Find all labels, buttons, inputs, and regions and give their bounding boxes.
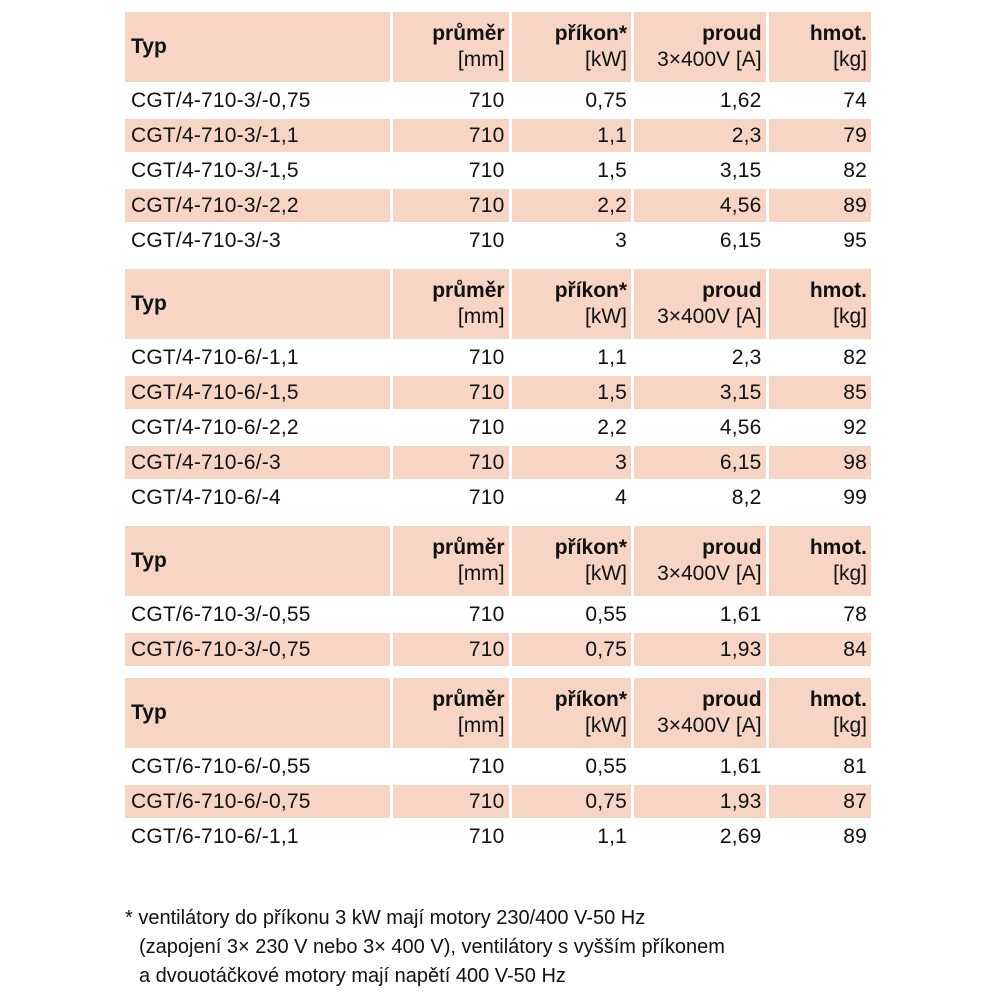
cell-hmot: 92 (843, 416, 867, 439)
header-prumer-name: průměr (432, 279, 505, 302)
header-prikon-name: příkon* (554, 279, 628, 302)
cell-typ: CGT/6-710-6/-0,75 (125, 785, 390, 818)
header-proud (634, 12, 766, 82)
cell-prumer: 710 (393, 633, 508, 666)
cell-proud: 1,61 (719, 603, 762, 626)
cell-hmot: 99 (843, 486, 867, 509)
header-hmot-unit: [kg] (833, 562, 867, 585)
header-hmot (769, 12, 871, 82)
cell-hmot: 89 (769, 189, 871, 222)
cell-prumer: 710 (393, 446, 508, 479)
cell-proud: 6,15 (719, 229, 762, 252)
cell-hmot: 89 (843, 825, 867, 848)
spec-table-2 (122, 267, 874, 516)
header-prikon-name: příkon* (554, 536, 628, 559)
header-prumer (393, 269, 508, 339)
header-hmot (769, 678, 871, 748)
header-typ: Typ (125, 269, 390, 339)
cell-prumer: 710 (393, 119, 508, 152)
header-hmot-name: hmot. (809, 536, 867, 559)
footnote-line-1: * ventilátory do příkonu 3 kW mají motory 230/400 V-50 Hz (125, 907, 646, 929)
cell-prumer: 710 (393, 189, 508, 222)
cell-prikon: 1,1 (512, 119, 631, 152)
cell-prikon: 0,75 (512, 633, 631, 666)
header-typ: Typ (125, 678, 390, 748)
header-hmot-name: hmot. (809, 22, 867, 45)
cell-proud: 3,15 (719, 159, 762, 182)
table-row (125, 633, 871, 666)
header-hmot-unit: [kg] (833, 48, 867, 71)
header-proud-name: proud (702, 688, 762, 711)
table-header-row (125, 678, 871, 748)
header-prikon-unit: [kW] (585, 305, 628, 328)
header-prikon-unit: [kW] (585, 562, 628, 585)
cell-hmot: 79 (769, 119, 871, 152)
table-row (125, 598, 871, 631)
header-prumer-name: průměr (432, 536, 505, 559)
cell-proud: 1,93 (634, 785, 766, 818)
table-header-row (125, 526, 871, 596)
cell-prumer: 710 (468, 755, 505, 778)
header-prikon-name: příkon* (554, 22, 628, 45)
header-proud (634, 269, 766, 339)
header-prikon-unit: [kW] (585, 48, 628, 71)
cell-prikon: 2,2 (512, 189, 631, 222)
header-prikon-unit: [kW] (585, 714, 628, 737)
cell-proud: 1,61 (719, 755, 762, 778)
cell-hmot: 78 (843, 603, 867, 626)
footnote-line-2: (zapojení 3× 230 V nebo 3× 400 V), ventilátory s vyšším příkonem (139, 936, 725, 958)
header-prumer (393, 526, 508, 596)
header-typ: Typ (125, 12, 390, 82)
header-proud-name: proud (702, 22, 762, 45)
cell-prumer: 710 (468, 229, 505, 252)
header-prumer-name: průměr (432, 688, 505, 711)
cell-proud: 3,15 (634, 376, 766, 409)
cell-typ: CGT/4-710-3/-2,2 (125, 189, 390, 222)
spec-table-3 (122, 524, 874, 668)
header-prumer-unit: [mm] (457, 48, 505, 71)
header-prumer-unit: [mm] (457, 714, 505, 737)
cell-prikon: 1,1 (597, 825, 628, 848)
cell-typ: CGT/4-710-3/-1,1 (125, 119, 390, 152)
header-proud-name: proud (702, 279, 762, 302)
cell-hmot: 82 (843, 346, 867, 369)
cell-prikon: 1,5 (597, 159, 628, 182)
header-proud-unit: 3×400V [A] (657, 48, 762, 71)
cell-typ: CGT/4-710-6/-2,2 (131, 416, 299, 439)
table-row (125, 411, 871, 444)
table-row (125, 785, 871, 818)
cell-prikon: 2,2 (597, 416, 628, 439)
header-proud (634, 526, 766, 596)
cell-prikon: 1,1 (597, 346, 628, 369)
cell-hmot: 81 (843, 755, 867, 778)
cell-proud: 1,62 (719, 89, 762, 112)
header-hmot-name: hmot. (809, 279, 867, 302)
header-prikon (512, 526, 631, 596)
header-prumer (393, 12, 508, 82)
footnote (125, 904, 925, 991)
table-row (125, 376, 871, 409)
header-hmot-name: hmot. (809, 688, 867, 711)
cell-proud: 2,3 (634, 119, 766, 152)
header-prikon (512, 269, 631, 339)
table-row (125, 84, 871, 117)
cell-hmot: 74 (843, 89, 867, 112)
cell-proud: 2,69 (719, 825, 762, 848)
cell-prumer: 710 (393, 376, 508, 409)
header-hmot (769, 526, 871, 596)
header-hmot (769, 269, 871, 339)
cell-hmot: 82 (843, 159, 867, 182)
cell-prumer: 710 (468, 89, 505, 112)
spec-table-1 (122, 10, 874, 259)
cell-proud: 4,56 (719, 416, 762, 439)
cell-hmot: 95 (843, 229, 867, 252)
cell-prikon: 0,75 (512, 785, 631, 818)
cell-hmot: 98 (769, 446, 871, 479)
cell-hmot: 84 (769, 633, 871, 666)
table-row (125, 119, 871, 152)
table-row (125, 446, 871, 479)
table-row (125, 224, 871, 257)
cell-proud: 8,2 (731, 486, 762, 509)
spec-tables (125, 10, 871, 855)
header-prikon-name: příkon* (554, 688, 628, 711)
header-proud-unit: 3×400V [A] (657, 714, 762, 737)
cell-typ: CGT/4-710-6/-4 (131, 486, 281, 509)
header-prumer-unit: [mm] (457, 305, 505, 328)
table-row (125, 341, 871, 374)
cell-prumer: 710 (468, 416, 505, 439)
header-prumer-unit: [mm] (457, 562, 505, 585)
cell-typ: CGT/4-710-6/-1,5 (125, 376, 390, 409)
cell-typ: CGT/6-710-3/-0,75 (125, 633, 390, 666)
cell-prikon: 3 (512, 446, 631, 479)
header-prikon (512, 678, 631, 748)
cell-prumer: 710 (468, 159, 505, 182)
cell-typ: CGT/4-710-3/-3 (131, 229, 281, 252)
table-row (125, 820, 871, 853)
cell-prumer: 710 (468, 486, 505, 509)
cell-prikon: 1,5 (512, 376, 631, 409)
header-hmot-unit: [kg] (833, 305, 867, 328)
cell-typ: CGT/4-710-3/-1,5 (131, 159, 299, 182)
table-row (125, 481, 871, 514)
cell-typ: CGT/6-710-6/-0,55 (131, 755, 311, 778)
cell-prumer: 710 (468, 603, 505, 626)
header-hmot-unit: [kg] (833, 714, 867, 737)
table-row (125, 189, 871, 222)
cell-prikon: 0,55 (585, 755, 628, 778)
cell-typ: CGT/4-710-6/-3 (125, 446, 390, 479)
header-prumer-name: průměr (432, 22, 505, 45)
table-row (125, 154, 871, 187)
header-proud-unit: 3×400V [A] (657, 562, 762, 585)
cell-prumer: 710 (393, 785, 508, 818)
header-proud-unit: 3×400V [A] (657, 305, 762, 328)
cell-proud: 1,93 (634, 633, 766, 666)
cell-prikon: 3 (615, 229, 628, 252)
cell-prumer: 710 (468, 346, 505, 369)
header-prumer (393, 678, 508, 748)
cell-typ: CGT/4-710-6/-1,1 (131, 346, 299, 369)
table-header-row (125, 269, 871, 339)
cell-hmot: 85 (769, 376, 871, 409)
header-prikon (512, 12, 631, 82)
cell-prikon: 4 (615, 486, 628, 509)
cell-typ: CGT/6-710-3/-0,55 (131, 603, 311, 626)
cell-proud: 2,3 (731, 346, 762, 369)
table-row (125, 750, 871, 783)
cell-prikon: 0,55 (585, 603, 628, 626)
header-typ: Typ (125, 526, 390, 596)
table-header-row (125, 12, 871, 82)
cell-prumer: 710 (468, 825, 505, 848)
header-proud-name: proud (702, 536, 762, 559)
cell-proud: 4,56 (634, 189, 766, 222)
cell-typ: CGT/4-710-3/-0,75 (131, 89, 311, 112)
footnote-line-3: a dvouotáčkové motory mají napětí 400 V-50 Hz (139, 965, 566, 987)
cell-hmot: 87 (769, 785, 871, 818)
cell-prikon: 0,75 (585, 89, 628, 112)
cell-proud: 6,15 (634, 446, 766, 479)
header-proud (634, 678, 766, 748)
spec-table-4 (122, 676, 874, 855)
cell-typ: CGT/6-710-6/-1,1 (131, 825, 299, 848)
